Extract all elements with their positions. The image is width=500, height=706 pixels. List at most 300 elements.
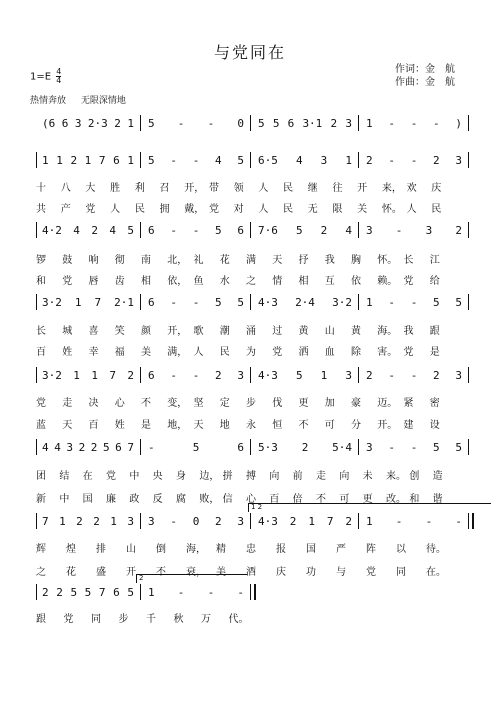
note: - <box>388 368 395 382</box>
note: - <box>170 223 177 237</box>
note: 3·1 <box>302 116 323 130</box>
note: 5 <box>433 440 440 454</box>
note: 6 <box>237 440 244 454</box>
note: 5 <box>84 585 92 599</box>
note: 0 <box>192 514 200 528</box>
lyric-char: 齿 <box>114 276 125 287</box>
note: 3 <box>320 153 328 167</box>
lyric-char: 败， <box>199 494 220 505</box>
note: 5 <box>237 295 244 309</box>
lyric-char: 胜 <box>110 183 121 194</box>
note: 3 <box>66 440 73 454</box>
note: 1 <box>74 295 82 309</box>
lyric-char: 党 <box>62 276 73 287</box>
note: 2 <box>215 514 222 528</box>
lyric-char: 向 <box>339 471 350 482</box>
note: - <box>388 295 395 309</box>
volta-first: 1 2 <box>248 503 491 512</box>
note: 3 <box>74 116 82 130</box>
note: 6 <box>148 368 155 382</box>
lyric-char: 之 <box>36 567 46 578</box>
note: 6 <box>287 116 295 130</box>
note: - <box>410 440 418 454</box>
lyric-char: 山 <box>324 326 335 337</box>
barline <box>358 115 359 131</box>
lyric-char: 伐 <box>272 398 283 409</box>
note: 7 <box>127 440 134 454</box>
measure <box>42 114 134 132</box>
lyric-char: 团 <box>36 471 46 482</box>
lyric-char: 彻 <box>114 255 125 266</box>
note: 4·3 <box>258 295 278 309</box>
note: 7 <box>109 368 116 382</box>
time-top: 4 <box>56 67 62 76</box>
lyric-char: 党 <box>85 204 96 215</box>
lyric-char: 反 <box>152 494 163 505</box>
lyric-char: 紧 <box>403 398 414 409</box>
note: 4·3 <box>258 514 278 528</box>
note: 4 <box>215 153 222 167</box>
tempo-2: 无限深情地 <box>80 96 126 106</box>
lyric-char: 国 <box>306 544 316 555</box>
lyric-line <box>36 467 468 481</box>
lyric-char: 利 <box>134 183 145 194</box>
measure <box>148 583 244 601</box>
measure <box>42 438 134 456</box>
measure <box>258 366 352 384</box>
lyric-char: 千 <box>146 614 156 625</box>
barline <box>468 152 469 168</box>
note: 5 <box>295 223 303 237</box>
lyric-line <box>36 610 468 624</box>
lyric-char: 地， <box>167 420 188 431</box>
lyric-char: 和 <box>36 276 46 287</box>
barline <box>358 222 359 238</box>
barline <box>36 367 37 383</box>
lyric-char: 中 <box>129 471 140 482</box>
tempo-marking <box>30 93 138 106</box>
lyric-char: 更 <box>362 494 373 505</box>
note: - <box>177 116 185 130</box>
lyric-char: 造 <box>432 471 443 482</box>
note: - <box>237 585 244 599</box>
note: 2 <box>345 514 352 528</box>
lyric-char: 人 <box>110 204 121 215</box>
lyric-char: 边， <box>199 471 220 482</box>
lyric-char: 谐 <box>432 494 443 505</box>
note: 3 <box>345 368 352 382</box>
note: 2 <box>366 368 373 382</box>
note: 2 <box>455 223 462 237</box>
note: - <box>388 153 395 167</box>
barline <box>36 584 37 600</box>
lyric-char: 倒 <box>156 544 166 555</box>
lyric-char: 新 <box>36 494 46 505</box>
lyric-char: 姓 <box>114 420 125 431</box>
note: - <box>410 295 418 309</box>
lyric-char: 来。 <box>386 471 406 482</box>
lyric-char: 信 <box>222 494 233 505</box>
note: 2 <box>433 153 440 167</box>
lyric-char: 姓 <box>62 347 73 358</box>
lyric-char: 报 <box>276 544 286 555</box>
lyric-char: 给 <box>429 276 440 287</box>
lyric-char: 洒 <box>298 347 309 358</box>
lyric-char: 党 <box>208 204 219 215</box>
lyric-char: 限 <box>332 204 343 215</box>
note: 2 <box>215 368 222 382</box>
note: 5 <box>455 440 462 454</box>
note: 6 <box>113 585 120 599</box>
measure <box>148 221 244 239</box>
lyric-char: 中 <box>59 494 70 505</box>
measure <box>366 438 462 456</box>
lyric-char: 花 <box>219 255 230 266</box>
note: - <box>170 153 177 167</box>
note: 1 <box>127 153 134 167</box>
barline <box>250 152 251 168</box>
note: - <box>192 223 200 237</box>
note: 5 <box>237 153 244 167</box>
lyric-char: 衰， <box>186 567 206 578</box>
note: 4 <box>42 440 49 454</box>
note: 2 <box>91 223 98 237</box>
note: - <box>207 585 215 599</box>
lyric-char: 百 <box>269 494 280 505</box>
note: 5 <box>192 440 200 454</box>
barline <box>468 367 469 383</box>
barline <box>468 439 469 455</box>
note: 3 <box>425 223 433 237</box>
note: ) <box>455 116 462 130</box>
lyric-char: 是 <box>141 420 151 431</box>
lyric-char: 可 <box>339 494 350 505</box>
note: - <box>395 223 403 237</box>
lyric-char: 在 <box>82 471 93 482</box>
lyric-char: 万 <box>201 614 211 625</box>
note: 1 <box>56 153 63 167</box>
note: 6 <box>148 295 155 309</box>
lyric-line <box>36 272 468 286</box>
measure <box>366 114 462 132</box>
barline <box>358 367 359 383</box>
lyric-char: 坚 <box>193 398 204 409</box>
lyric-char: 领 <box>233 183 244 194</box>
lyric-char: 拥 <box>159 204 170 215</box>
lyric-char: 以 <box>396 544 406 555</box>
note: 3 <box>237 368 244 382</box>
note: - <box>410 368 418 382</box>
lyric-char: 不 <box>156 567 166 578</box>
lyric-char: 建 <box>403 420 414 431</box>
lyric-char: 抒 <box>298 255 309 266</box>
lyric-char: 互 <box>324 276 335 287</box>
lyric-char: 和 <box>409 494 420 505</box>
measure <box>258 293 352 311</box>
lyric-char: 在。 <box>426 567 446 578</box>
score-row <box>36 114 468 132</box>
note: 1 <box>127 116 134 130</box>
note: 5 <box>272 116 280 130</box>
credits <box>395 63 455 89</box>
lyric-char: 开 <box>126 567 136 578</box>
lyric-char: 血 <box>324 347 335 358</box>
note: 7 <box>98 153 106 167</box>
note: 2 <box>127 368 134 382</box>
barline <box>250 222 251 238</box>
note: - <box>410 153 418 167</box>
lyric-char: 潮 <box>219 326 230 337</box>
lyric-char: 分 <box>351 420 361 431</box>
lyric-char: 戴， <box>184 204 205 215</box>
measure <box>258 114 352 132</box>
note: 2·1 <box>114 295 134 309</box>
lyric-char: 秋 <box>173 614 184 625</box>
measure <box>258 438 352 456</box>
note: - <box>455 514 462 528</box>
lyric-char: 盛 <box>96 567 106 578</box>
note: 6 <box>237 223 244 237</box>
lyric-char: 党 <box>106 471 116 482</box>
lyric-char: 大 <box>85 183 96 194</box>
note: 0 <box>237 116 244 130</box>
lyric-char: 豪 <box>351 398 361 409</box>
note: 3 <box>366 440 373 454</box>
lyric-char: 过 <box>272 326 283 337</box>
lyric-char: 酒 <box>246 567 256 578</box>
score-row <box>36 512 468 530</box>
note: 1 <box>42 153 49 167</box>
lyric-char: 加 <box>324 398 335 409</box>
lyric-char: 设 <box>429 420 440 431</box>
lyric-char: 笑 <box>114 326 125 337</box>
lyric-char: 地 <box>219 420 230 431</box>
note: - <box>170 514 177 528</box>
note: 5 <box>215 223 222 237</box>
note: 1 <box>73 368 80 382</box>
note: 1 <box>366 295 373 309</box>
lyric-char: 党 <box>63 614 74 625</box>
note: 2 <box>76 514 83 528</box>
note: 4 <box>54 440 61 454</box>
note: 2 <box>433 368 440 382</box>
lyric-char: 向 <box>269 471 280 482</box>
measure <box>258 151 352 169</box>
lyric-char: 心 <box>114 398 125 409</box>
lyricist: 作词：金 航 <box>395 64 455 75</box>
lyric-char: 同 <box>396 567 406 578</box>
barline <box>468 222 469 238</box>
note: 3·2 <box>332 295 352 309</box>
lyric-char: 产 <box>60 204 71 215</box>
note: 2 <box>301 440 309 454</box>
lyric-char: 心 <box>246 494 256 505</box>
lyric-char: 美 <box>141 347 151 358</box>
lyric-line <box>36 343 468 357</box>
lyric-char: 变， <box>167 398 188 409</box>
measure <box>42 293 134 311</box>
lyric-char: 胸 <box>351 255 361 266</box>
lyric-char: 人 <box>406 204 417 215</box>
lyric-char: 相 <box>298 276 309 287</box>
note: - <box>433 116 440 130</box>
lyric-char: 水 <box>219 276 230 287</box>
note: 2·3 <box>87 116 108 130</box>
note: 5 <box>148 116 155 130</box>
lyric-char: 开， <box>184 183 205 194</box>
barline <box>250 439 251 455</box>
note: - <box>170 368 177 382</box>
lyric-line <box>36 490 468 504</box>
lyric-char: 不 <box>316 494 326 505</box>
lyric-char: 来， <box>381 183 402 194</box>
note: 5 <box>70 585 78 599</box>
score-row <box>36 151 468 169</box>
lyric-line <box>36 563 468 577</box>
measure <box>148 114 244 132</box>
lyric-char: 歌 <box>193 326 204 337</box>
lyric-char: 人 <box>193 347 204 358</box>
lyric-char: 长 <box>403 255 414 266</box>
note: 1 <box>59 514 66 528</box>
lyric-char: 更 <box>298 398 309 409</box>
measure <box>366 512 462 530</box>
lyric-char: 人 <box>258 204 269 215</box>
lyric-char: 带 <box>208 183 219 194</box>
lyric-char: 北， <box>167 255 188 266</box>
note: - <box>425 514 433 528</box>
lyric-char: 欢 <box>406 183 417 194</box>
note: - <box>388 440 395 454</box>
lyric-line <box>36 251 468 265</box>
lyric-char: 满， <box>167 347 188 358</box>
measure <box>148 512 244 530</box>
note: 1 <box>91 368 98 382</box>
lyric-char: 党 <box>403 347 414 358</box>
note: 1 <box>84 153 92 167</box>
note: 2 <box>56 585 63 599</box>
lyric-char: 继 <box>307 183 318 194</box>
lyric-char: 忠 <box>246 544 256 555</box>
barline <box>36 439 37 455</box>
note: (6 <box>42 116 56 130</box>
note: 4·3 <box>258 368 278 382</box>
lyric-char: 功 <box>306 567 316 578</box>
lyric-line <box>36 200 468 214</box>
note: 5 <box>127 585 134 599</box>
note: 5 <box>295 368 303 382</box>
lyric-char: 代。 <box>228 614 249 625</box>
lyric-char: 拼 <box>222 471 233 482</box>
lyric-char: 密 <box>429 398 440 409</box>
measure <box>366 221 462 239</box>
measure <box>148 293 244 311</box>
barline <box>140 115 141 131</box>
note: 6 <box>61 116 69 130</box>
lyric-char: 天 <box>272 255 283 266</box>
song-title: 与党同在 <box>213 43 286 62</box>
lyric-char: 情 <box>272 276 283 287</box>
note: 1 <box>366 514 373 528</box>
time-bottom: 4 <box>56 76 62 85</box>
note: 3 <box>237 514 244 528</box>
note: 7 <box>42 514 49 528</box>
barline <box>140 439 141 455</box>
lyric-char: 走 <box>62 398 73 409</box>
lyric-char: 礼 <box>193 255 204 266</box>
barline <box>250 294 251 310</box>
note: - <box>410 116 418 130</box>
note: 3 <box>366 223 373 237</box>
lyric-char: 依 <box>351 276 361 287</box>
lyric-char: 我 <box>403 326 414 337</box>
barline <box>140 367 141 383</box>
note: 5 <box>258 116 265 130</box>
note: 3·2 <box>42 368 62 382</box>
barline <box>140 152 141 168</box>
note: 5 <box>148 153 155 167</box>
measure <box>366 366 462 384</box>
barline <box>358 513 359 529</box>
note: 3 <box>127 514 134 528</box>
lyric-char: 赖。 <box>377 276 398 287</box>
lyric-char: 百 <box>36 347 46 358</box>
lyric-char: 走 <box>316 471 326 482</box>
lyric-char: 决 <box>88 398 99 409</box>
lyric-char: 鱼 <box>193 276 204 287</box>
lyric-char: 黄 <box>351 326 361 337</box>
measure <box>42 583 134 601</box>
barline <box>358 152 359 168</box>
lyric-char: 未 <box>362 471 373 482</box>
lyric-char: 民 <box>283 204 294 215</box>
lyric-char: 无 <box>307 204 318 215</box>
barline <box>468 513 474 529</box>
note: 5·4 <box>332 440 352 454</box>
lyric-char: 廉 <box>106 494 116 505</box>
note: 2 <box>330 116 338 130</box>
note: 6 <box>115 440 122 454</box>
measure <box>258 512 352 530</box>
lyric-char: 我 <box>324 255 335 266</box>
lyric-char: 关 <box>357 204 368 215</box>
tempo-1: 热情奔放 <box>30 96 67 106</box>
measure <box>148 438 244 456</box>
lyric-char: 创 <box>409 471 420 482</box>
note: - <box>395 514 403 528</box>
lyric-char: 民 <box>431 204 442 215</box>
note: 2 <box>366 153 373 167</box>
note: 5 <box>433 295 440 309</box>
lyric-char: 八 <box>60 183 71 194</box>
note: 7 <box>94 295 102 309</box>
lyric-char: 不 <box>298 420 309 431</box>
lyric-char: 党 <box>366 567 376 578</box>
barline <box>468 294 469 310</box>
measure <box>258 221 352 239</box>
lyric-char: 颜 <box>141 326 151 337</box>
note: 2 <box>114 116 121 130</box>
note: 3·2 <box>42 295 62 309</box>
lyric-char: 永 <box>246 420 256 431</box>
barline <box>36 222 37 238</box>
lyric-char: 国 <box>82 494 93 505</box>
barline <box>140 222 141 238</box>
lyric-char: 山 <box>126 544 136 555</box>
lyric-char: 庆 <box>431 183 442 194</box>
measure <box>148 366 244 384</box>
volta-second: 2 <box>136 574 247 583</box>
